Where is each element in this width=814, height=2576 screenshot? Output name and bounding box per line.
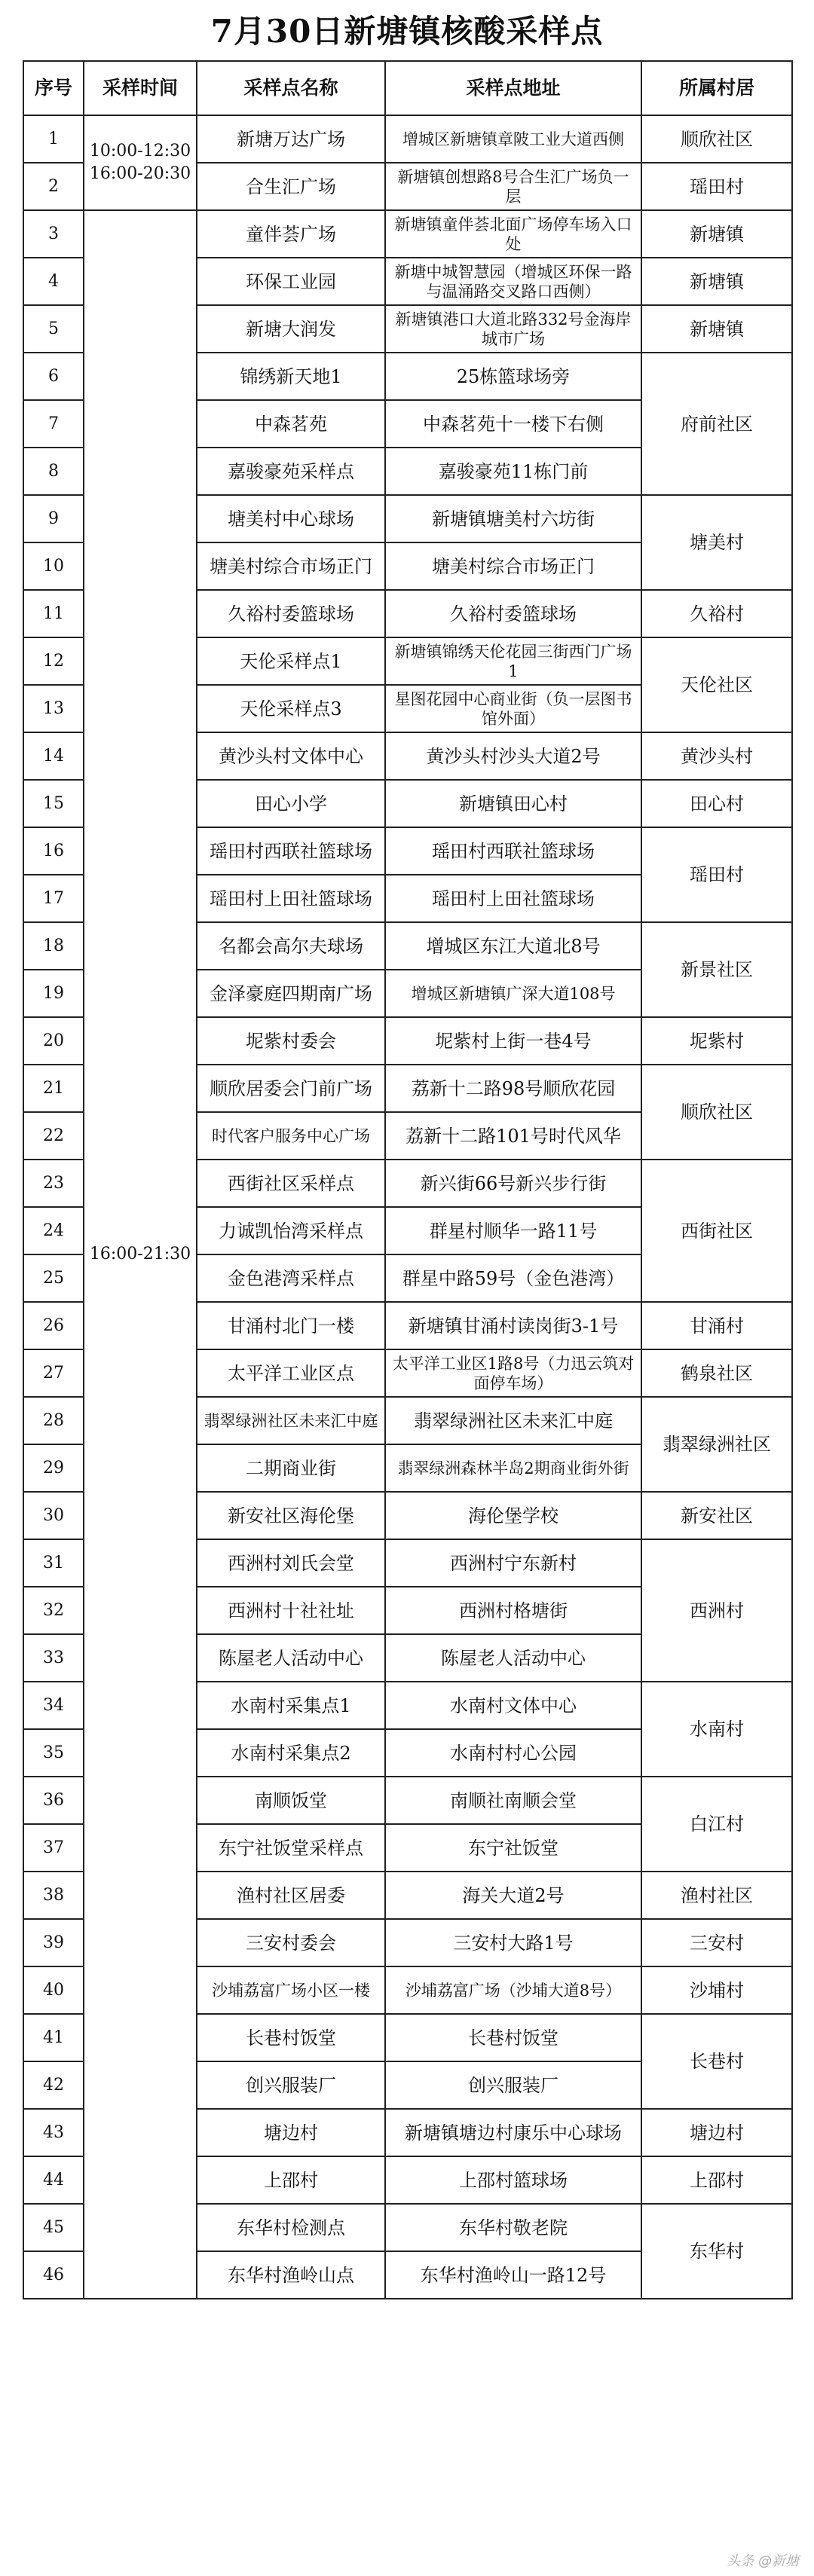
site-name: 嘉骏豪苑采样点 — [197, 448, 385, 495]
site-name: 合生汇广场 — [197, 163, 385, 210]
site-address: 翡翠绿洲森林半岛2期商业街外街 — [385, 1444, 641, 1492]
row-index: 21 — [23, 1065, 84, 1112]
site-name: 金泽豪庭四期南广场 — [197, 970, 385, 1017]
site-address: 东华村渔岭山一路12号 — [385, 2251, 641, 2299]
row-index: 28 — [23, 1397, 84, 1444]
site-name: 顺欣居委会门前广场 — [197, 1065, 385, 1112]
site-name: 长巷村饭堂 — [197, 2014, 385, 2061]
village: 瑶田村 — [641, 163, 792, 210]
row-index: 30 — [23, 1492, 84, 1539]
village: 新景社区 — [641, 922, 792, 1017]
site-address: 增城区东江大道北8号 — [385, 922, 641, 970]
row-index: 38 — [23, 1872, 84, 1919]
row-index: 13 — [23, 685, 84, 732]
row-index: 34 — [23, 1682, 84, 1729]
site-name: 新塘大润发 — [197, 305, 385, 353]
site-address: 新塘镇锦绣天伦花园三街西门广场1 — [385, 637, 641, 685]
row-index: 5 — [23, 305, 84, 353]
site-address: 东宁社饭堂 — [385, 1824, 641, 1872]
site-name: 田心小学 — [197, 780, 385, 827]
site-address: 西洲村格塘街 — [385, 1587, 641, 1634]
row-index: 26 — [23, 1302, 84, 1349]
site-address: 增城区新塘镇广深大道108号 — [385, 970, 641, 1017]
site-address: 新塘镇田心村 — [385, 780, 641, 827]
village: 坭紫村 — [641, 1017, 792, 1065]
row-index: 35 — [23, 1729, 84, 1777]
table-header-row — [23, 61, 792, 115]
watermark: 头条 @新塘 — [727, 2553, 799, 2569]
site-address: 东华村敬老院 — [385, 2204, 641, 2251]
site-name: 太平洋工业区点 — [197, 1349, 385, 1397]
site-name: 黄沙头村文体中心 — [197, 732, 385, 780]
row-index: 29 — [23, 1444, 84, 1492]
sampling-time: 16:00-21:30 — [84, 210, 197, 2299]
row-index: 8 — [23, 448, 84, 495]
site-name: 西街社区采样点 — [197, 1160, 385, 1207]
header-site-name: 采样点名称 — [197, 61, 385, 115]
site-address: 新塘镇港口大道北路332号金海岸城市广场 — [385, 305, 641, 353]
row-index: 25 — [23, 1254, 84, 1302]
row-index: 4 — [23, 258, 84, 305]
sampling-table — [23, 60, 793, 2299]
village: 黄沙头村 — [641, 732, 792, 780]
row-index: 41 — [23, 2014, 84, 2061]
header-address: 采样点地址 — [385, 61, 641, 115]
site-address: 群星中路59号（金色港湾） — [385, 1254, 641, 1302]
row-index: 20 — [23, 1017, 84, 1065]
row-index: 33 — [23, 1634, 84, 1682]
village: 长巷村 — [641, 2014, 792, 2109]
site-name: 西洲村刘氏会堂 — [197, 1539, 385, 1587]
site-address: 久裕村委篮球场 — [385, 590, 641, 637]
village: 顺欣社区 — [641, 1065, 792, 1160]
site-name: 水南村采集点2 — [197, 1729, 385, 1777]
page-title: 7月30日新塘镇核酸采样点 — [210, 13, 604, 50]
site-name: 水南村采集点1 — [197, 1682, 385, 1729]
site-address: 海伦堡学校 — [385, 1492, 641, 1539]
site-address: 群星村顺华一路11号 — [385, 1207, 641, 1254]
row-index: 7 — [23, 400, 84, 448]
row-index: 45 — [23, 2204, 84, 2251]
site-name: 创兴服装厂 — [197, 2061, 385, 2109]
row-index: 9 — [23, 495, 84, 542]
row-index: 39 — [23, 1919, 84, 1966]
site-address: 南顺社南顺会堂 — [385, 1777, 641, 1824]
village: 东华村 — [641, 2204, 792, 2299]
site-name: 久裕村委篮球场 — [197, 590, 385, 637]
site-name: 三安村委会 — [197, 1919, 385, 1966]
site-name: 新安社区海伦堡 — [197, 1492, 385, 1539]
site-address: 黄沙头村沙头大道2号 — [385, 732, 641, 780]
village: 塘边村 — [641, 2109, 792, 2156]
site-address: 25栋篮球场旁 — [385, 353, 641, 400]
village: 西街社区 — [641, 1160, 792, 1302]
row-index: 16 — [23, 827, 84, 875]
site-address: 坭紫村上街一巷4号 — [385, 1017, 641, 1065]
site-name: 力诚凯怡湾采样点 — [197, 1207, 385, 1254]
row-index: 40 — [23, 1966, 84, 2014]
site-name: 陈屋老人活动中心 — [197, 1634, 385, 1682]
header-index: 序号 — [23, 61, 84, 115]
site-name: 渔村社区居委 — [197, 1872, 385, 1919]
village: 翡翠绿洲社区 — [641, 1397, 792, 1492]
site-address: 海关大道2号 — [385, 1872, 641, 1919]
row-index: 18 — [23, 922, 84, 970]
site-address: 瑶田村上田社篮球场 — [385, 875, 641, 922]
village: 鹤泉社区 — [641, 1349, 792, 1397]
village: 塘美村 — [641, 495, 792, 590]
site-name: 瑶田村上田社篮球场 — [197, 875, 385, 922]
site-name: 名都会高尔夫球场 — [197, 922, 385, 970]
site-name: 坭紫村委会 — [197, 1017, 385, 1065]
site-name: 甘涌村北门一楼 — [197, 1302, 385, 1349]
row-index: 32 — [23, 1587, 84, 1634]
village: 久裕村 — [641, 590, 792, 637]
row-index: 31 — [23, 1539, 84, 1587]
village: 白江村 — [641, 1777, 792, 1872]
header-time: 采样时间 — [84, 61, 197, 115]
row-index: 3 — [23, 210, 84, 258]
site-address: 西洲村宁东新村 — [385, 1539, 641, 1587]
site-name: 塘美村综合市场正门 — [197, 542, 385, 590]
village: 水南村 — [641, 1682, 792, 1777]
row-index: 37 — [23, 1824, 84, 1872]
site-name: 环保工业园 — [197, 258, 385, 305]
row-index: 12 — [23, 637, 84, 685]
site-address: 新塘镇创想路8号合生汇广场负一层 — [385, 163, 641, 210]
site-name: 天伦采样点1 — [197, 637, 385, 685]
row-index: 10 — [23, 542, 84, 590]
village: 天伦社区 — [641, 637, 792, 732]
site-name: 金色港湾采样点 — [197, 1254, 385, 1302]
site-name: 时代客户服务中心广场 — [197, 1112, 385, 1160]
row-index: 24 — [23, 1207, 84, 1254]
village: 新塘镇 — [641, 305, 792, 353]
site-address: 沙埔荔富广场（沙埔大道8号） — [385, 1966, 641, 2014]
site-address: 星图花园中心商业街（负一层图书馆外面） — [385, 685, 641, 732]
site-address: 瑶田村西联社篮球场 — [385, 827, 641, 875]
site-address: 太平洋工业区1路8号（力迅云筑对面停车场） — [385, 1349, 641, 1397]
row-index: 15 — [23, 780, 84, 827]
site-name: 南顺饭堂 — [197, 1777, 385, 1824]
village: 沙埔村 — [641, 1966, 792, 2014]
sampling-time: 10:00-12:30 16:00-20:30 — [84, 115, 197, 210]
row-index: 43 — [23, 2109, 84, 2156]
site-name: 二期商业街 — [197, 1444, 385, 1492]
site-name: 童伴荟广场 — [197, 210, 385, 258]
site-address: 翡翠绿洲社区未来汇中庭 — [385, 1397, 641, 1444]
table-row — [23, 210, 792, 258]
village: 新塘镇 — [641, 258, 792, 305]
row-index: 14 — [23, 732, 84, 780]
site-name: 中森茗苑 — [197, 400, 385, 448]
row-index: 11 — [23, 590, 84, 637]
row-index: 44 — [23, 2156, 84, 2204]
row-index: 2 — [23, 163, 84, 210]
site-name: 锦绣新天地1 — [197, 353, 385, 400]
site-name: 瑶田村西联社篮球场 — [197, 827, 385, 875]
site-name: 塘边村 — [197, 2109, 385, 2156]
site-name: 上邵村 — [197, 2156, 385, 2204]
site-address: 水南村村心公园 — [385, 1729, 641, 1777]
site-name: 天伦采样点3 — [197, 685, 385, 732]
site-address: 长巷村饭堂 — [385, 2014, 641, 2061]
village: 顺欣社区 — [641, 115, 792, 163]
site-name: 塘美村中心球场 — [197, 495, 385, 542]
row-index: 36 — [23, 1777, 84, 1824]
row-index: 1 — [23, 115, 84, 163]
site-address: 增城区新塘镇章陂工业大道西侧 — [385, 115, 641, 163]
site-address: 水南村文体中心 — [385, 1682, 641, 1729]
village: 渔村社区 — [641, 1872, 792, 1919]
site-name: 新塘万达广场 — [197, 115, 385, 163]
site-address: 三安村大路1号 — [385, 1919, 641, 1966]
table-body — [23, 115, 792, 2299]
village: 新塘镇 — [641, 210, 792, 258]
row-index: 46 — [23, 2251, 84, 2299]
site-address: 嘉骏豪苑11栋门前 — [385, 448, 641, 495]
village: 新安社区 — [641, 1492, 792, 1539]
site-address: 创兴服装厂 — [385, 2061, 641, 2109]
village: 西洲村 — [641, 1539, 792, 1682]
site-name: 翡翠绿洲社区未来汇中庭 — [197, 1397, 385, 1444]
row-index: 6 — [23, 353, 84, 400]
site-name: 东华村渔岭山点 — [197, 2251, 385, 2299]
site-address: 中森茗苑十一楼下右侧 — [385, 400, 641, 448]
site-address: 新塘镇童伴荟北面广场停车场入口处 — [385, 210, 641, 258]
village: 田心村 — [641, 780, 792, 827]
site-address: 荔新十二路101号时代风华 — [385, 1112, 641, 1160]
site-address: 新塘镇塘边村康乐中心球场 — [385, 2109, 641, 2156]
site-name: 沙埔荔富广场小区一楼 — [197, 1966, 385, 2014]
site-address: 新兴街66号新兴步行街 — [385, 1160, 641, 1207]
site-address: 新塘中城智慧园（增城区环保一路与温涌路交叉路口西侧） — [385, 258, 641, 305]
row-index: 22 — [23, 1112, 84, 1160]
site-name: 西洲村十社社址 — [197, 1587, 385, 1634]
row-index: 42 — [23, 2061, 84, 2109]
row-index: 23 — [23, 1160, 84, 1207]
site-name: 东华村检测点 — [197, 2204, 385, 2251]
row-index: 19 — [23, 970, 84, 1017]
site-name: 东宁社饭堂采样点 — [197, 1824, 385, 1872]
site-address: 上邵村篮球场 — [385, 2156, 641, 2204]
village: 甘涌村 — [641, 1302, 792, 1349]
village: 府前社区 — [641, 353, 792, 495]
village: 上邵村 — [641, 2156, 792, 2204]
site-address: 塘美村综合市场正门 — [385, 542, 641, 590]
site-address: 新塘镇甘涌村读岗街3-1号 — [385, 1302, 641, 1349]
site-address: 荔新十二路98号顺欣花园 — [385, 1065, 641, 1112]
site-address: 新塘镇塘美村六坊街 — [385, 495, 641, 542]
village: 瑶田村 — [641, 827, 792, 922]
header-village: 所属村居 — [641, 61, 792, 115]
site-address: 陈屋老人活动中心 — [385, 1634, 641, 1682]
row-index: 27 — [23, 1349, 84, 1397]
village: 三安村 — [641, 1919, 792, 1966]
row-index: 17 — [23, 875, 84, 922]
table-row — [23, 115, 792, 163]
